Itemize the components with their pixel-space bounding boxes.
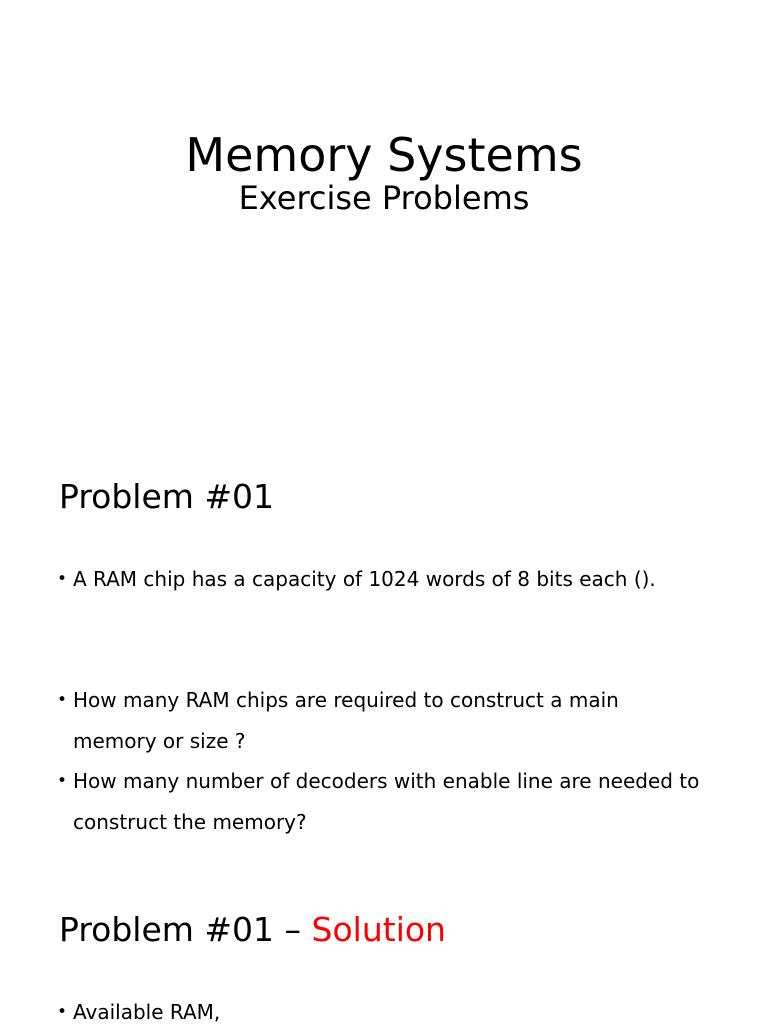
slide-subtitle: Exercise Problems	[238, 179, 530, 217]
bullet-text: A RAM chip has a capacity of 1024 words of 8 bits each ().	[73, 567, 656, 591]
problem-heading: Problem #01	[59, 477, 275, 516]
slide-title: Memory Systems	[185, 128, 583, 182]
bullet-text: How many number of decoders with enable line are needed to construct the memory?	[73, 769, 700, 834]
problem-bullet-1	[57, 559, 707, 600]
solution-heading	[59, 910, 446, 950]
problem-bullet-3	[57, 761, 707, 842]
bullet-icon: •	[57, 690, 68, 710]
bullet-icon: •	[57, 771, 68, 791]
bullet-text: How many RAM chips are required to construct a main memory or size ?	[73, 688, 619, 753]
solution-heading-accent: Solution	[311, 910, 446, 949]
bullet-icon: •	[57, 1002, 68, 1022]
bullet-text: Available RAM,	[73, 1000, 221, 1024]
bullet-icon: •	[57, 569, 68, 589]
solution-heading-prefix: Problem #01 –	[59, 910, 312, 949]
solution-bullet-1	[57, 992, 707, 1033]
problem-bullet-2	[57, 680, 707, 761]
